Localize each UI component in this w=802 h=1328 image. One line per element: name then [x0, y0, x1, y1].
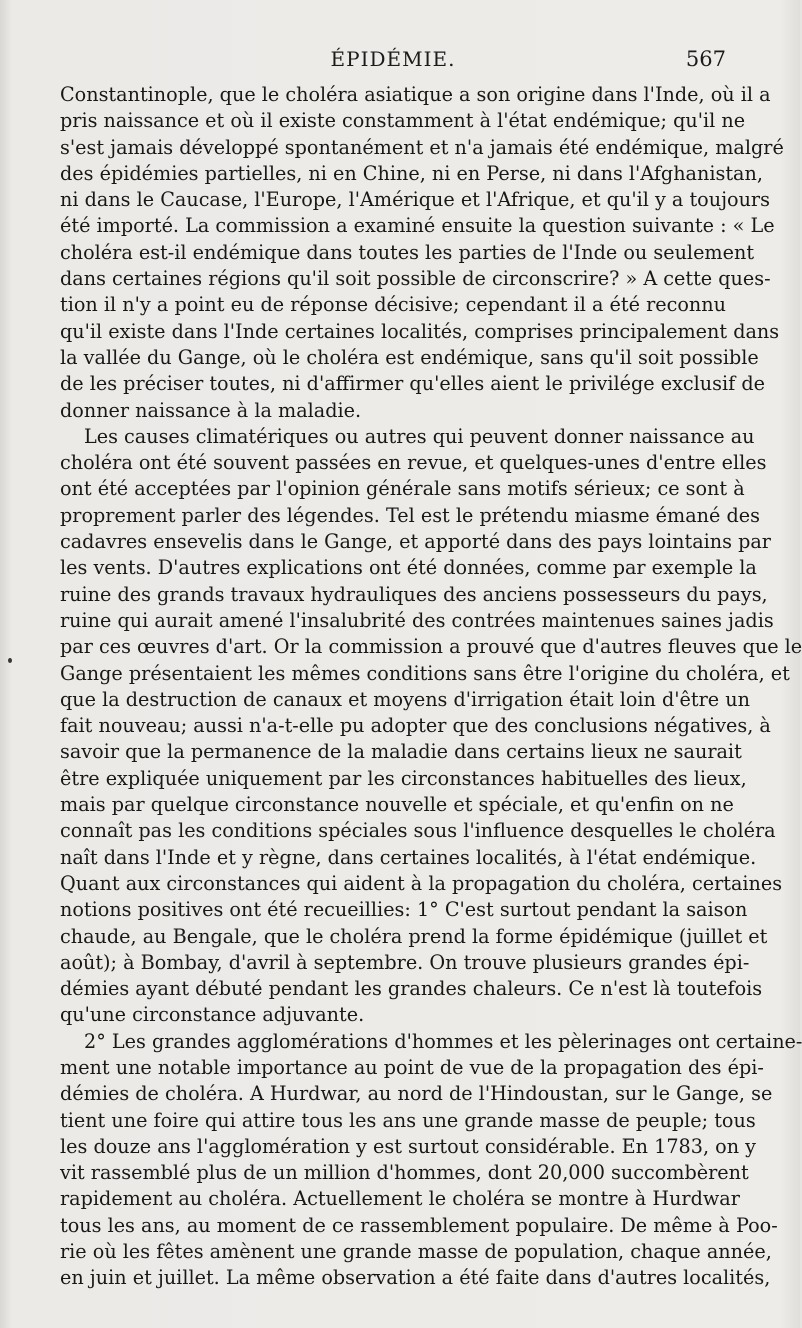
text-line: de les préciser toutes, ni d'affirmer qu'elles aient le privilége exclusif de [60, 372, 765, 396]
text-line: naît dans l'Inde et y règne, dans certaines localités, à l'état endémique. [60, 845, 757, 869]
text-line: démies de choléra. A Hurdwar, au nord de l'Hindoustan, sur le Gange, se [60, 1082, 773, 1106]
text-line: Les causes climatériques ou autres qui peuvent donner naissance au [84, 424, 755, 448]
text-line: pris naissance et où il existe constamment à l'état endémique; qu'il ne [60, 109, 746, 133]
text-line: des épidémies partielles, ni en Chine, ni en Perse, ni dans l'Afghanistan, [60, 161, 763, 185]
text-line: les vents. D'autres explications ont été données, comme par exemple la [60, 556, 757, 580]
text-line: ment une notable importance au point de vue de la propagation des épi- [60, 1055, 764, 1079]
text-line: vit rassemblé plus de un million d'hommes, dont 20,000 succombèrent [60, 1161, 749, 1185]
page-header [60, 47, 726, 77]
text-line: rapidement au choléra. Actuellement le choléra se montre à Hurdwar [60, 1187, 740, 1211]
body-text [60, 82, 802, 1292]
running-title: ÉPIDÉMIE. [330, 47, 456, 71]
text-line: en juin et juillet. La même observation a été faite dans d'autres localités, [60, 1266, 771, 1290]
page-number: 567 [685, 47, 726, 71]
text-line: ruine qui aurait amené l'insalubrité des contrées maintenues saines jadis [60, 608, 774, 632]
text-line: donner naissance à la maladie. [60, 398, 362, 422]
text-line: ont été acceptées par l'opinion générale sans motifs sérieux; ce sont à [60, 477, 745, 501]
text-line: dans certaines régions qu'il soit possible de circonscrire? » A cette ques- [60, 267, 771, 291]
text-line: les douze ans l'agglomération y est surtout considérable. En 1783, on y [60, 1134, 757, 1158]
text-line: choléra ont été souvent passées en revue, et quelques-unes d'entre elles [60, 451, 767, 475]
text-line: connaît pas les conditions spéciales sous l'influence desquelles le choléra [60, 819, 776, 843]
text-line: démies ayant débuté pendant les grandes chaleurs. Ce n'est là toutefois [60, 977, 763, 1001]
text-line: 2° Les grandes agglomérations d'hommes et les pèlerinages ont certaine- [84, 1029, 802, 1053]
text-line: août); à Bombay, d'avril à septembre. On trouve plusieurs grandes épi- [60, 950, 750, 974]
text-line: chaude, au Bengale, que le choléra prend la forme épidémique (juillet et [60, 924, 768, 948]
text-line: Gange présentaient les mêmes conditions sans être l'origine du choléra, et [60, 661, 790, 685]
text-line: que la destruction de canaux et moyens d'irrigation était loin d'être un [60, 687, 750, 711]
text-line: choléra est-il endémique dans toutes les parties de l'Inde ou seulement [60, 240, 755, 264]
margin-ink-dot [8, 658, 12, 663]
text-line: qu'une circonstance adjuvante. [60, 1003, 365, 1027]
text-line: rie où les fêtes amènent une grande masse de population, chaque année, [60, 1240, 772, 1264]
text-line: Quant aux circonstances qui aident à la propagation du choléra, certaines [60, 871, 783, 895]
text-line: Constantinople, que le choléra asiatique a son origine dans l'Inde, où il a [60, 83, 771, 106]
text-line: la vallée du Gange, où le choléra est endémique, sans qu'il soit possible [60, 345, 759, 369]
text-line: cadavres ensevelis dans le Gange, et apporté dans des pays lointains par [60, 530, 771, 554]
text-line: tient une foire qui attire tous les ans une grande masse de peuple; tous [60, 1108, 756, 1132]
text-line: fait nouveau; aussi n'a-t-elle pu adopter que des conclusions négatives, à [60, 714, 771, 738]
text-line: ruine des grands travaux hydrauliques des anciens possesseurs du pays, [60, 582, 768, 606]
text-line: ni dans le Caucase, l'Europe, l'Amérique et l'Afrique, et qu'il y a toujours [60, 188, 770, 212]
text-line: qu'il existe dans l'Inde certaines localités, comprises principalement dans [60, 319, 780, 343]
text-line: proprement parler des légendes. Tel est le prétendu miasme émané des [60, 503, 760, 527]
text-line: s'est jamais développé spontanément et n'a jamais été endémique, malgré [60, 135, 784, 159]
text-line: par ces œuvres d'art. Or la commission a prouvé que d'autres fleuves que le [60, 635, 802, 659]
text-line: tous les ans, au moment de ce rassemblement populaire. De même à Poo- [60, 1213, 778, 1237]
text-line: notions positives ont été recueillies: 1° C'est surtout pendant la saison [60, 898, 748, 922]
text-line: mais par quelque circonstance nouvelle et spéciale, et qu'enfin on ne [60, 793, 734, 817]
text-line: être expliquée uniquement par les circonstances habituelles des lieux, [60, 766, 747, 790]
text-line: été importé. La commission a examiné ensuite la question suivante : « Le [60, 214, 775, 238]
text-line: tion il n'y a point eu de réponse décisive; cependant il a été reconnu [60, 293, 726, 317]
text-line: savoir que la permanence de la maladie dans certains lieux ne saurait [60, 740, 742, 764]
